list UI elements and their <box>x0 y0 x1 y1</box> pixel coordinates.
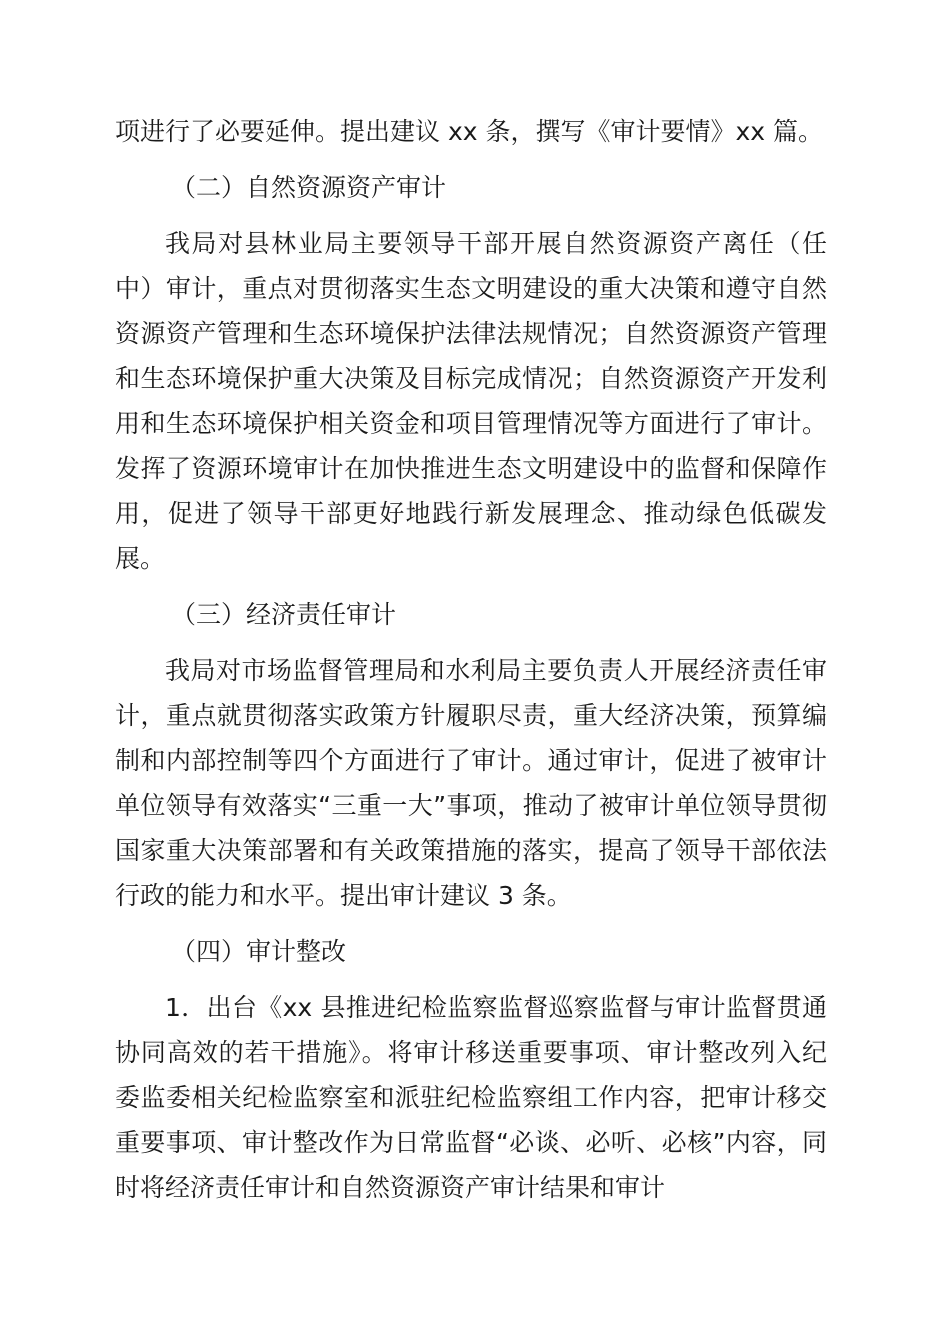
section-heading-economic-responsibility-audit: （三）经济责任审计 <box>171 600 397 629</box>
paragraph-audit-rectification-item-1: 1．出台《xx 县推进纪检监察监督巡察监督与审计监督贯通协同高效的若干措施》。将审计移送重要事项、审计整改列入纪委监委相关纪检监察室和派驻纪检监察组工作内容，把审计移交重要事项、审计整改作为日常监督“必谈、必听、必核”内容，同时将经济责任审计和自然资源资产审计结果和审计 <box>115 993 827 1202</box>
document-page <box>115 109 827 1210</box>
section-heading-audit-rectification: （四）审计整改 <box>171 937 347 966</box>
section-heading-natural-resources-audit: （二）自然资源资产审计 <box>171 173 447 202</box>
paragraph-natural-resources-audit: 我局对县林业局主要领导干部开展自然资源资产离任（任中）审计，重点对贯彻落实生态文明建设的重大决策和遵守自然资源资产管理和生态环境保护法律法规情况；自然资源资产管理和生态环境保护重大决策及目标完成情况；自然资源资产开发利用和生态环境保护相关资金和项目管理情况等方面进行了审计。发挥了资源环境审计在加快推进生态文明建设中的监督和保障作用，促进了领导干部更好地践行新发展理念、推动绿色低碳发展。 <box>115 229 827 573</box>
paragraph-continued: 项进行了必要延伸。提出建议 xx 条，撰写《审计要情》xx 篇。 <box>115 117 824 146</box>
paragraph-economic-responsibility-audit: 我局对市场监督管理局和水利局主要负责人开展经济责任审计，重点就贯彻落实政策方针履职尽责，重大经济决策，预算编制和内部控制等四个方面进行了审计。通过审计，促进了被审计单位领导有效落实“三重一大”事项，推动了被审计单位领导贯彻国家重大决策部署和有关政策措施的落实，提高了领导干部依法行政的能力和水平。提出审计建议 3 条。 <box>115 656 827 910</box>
